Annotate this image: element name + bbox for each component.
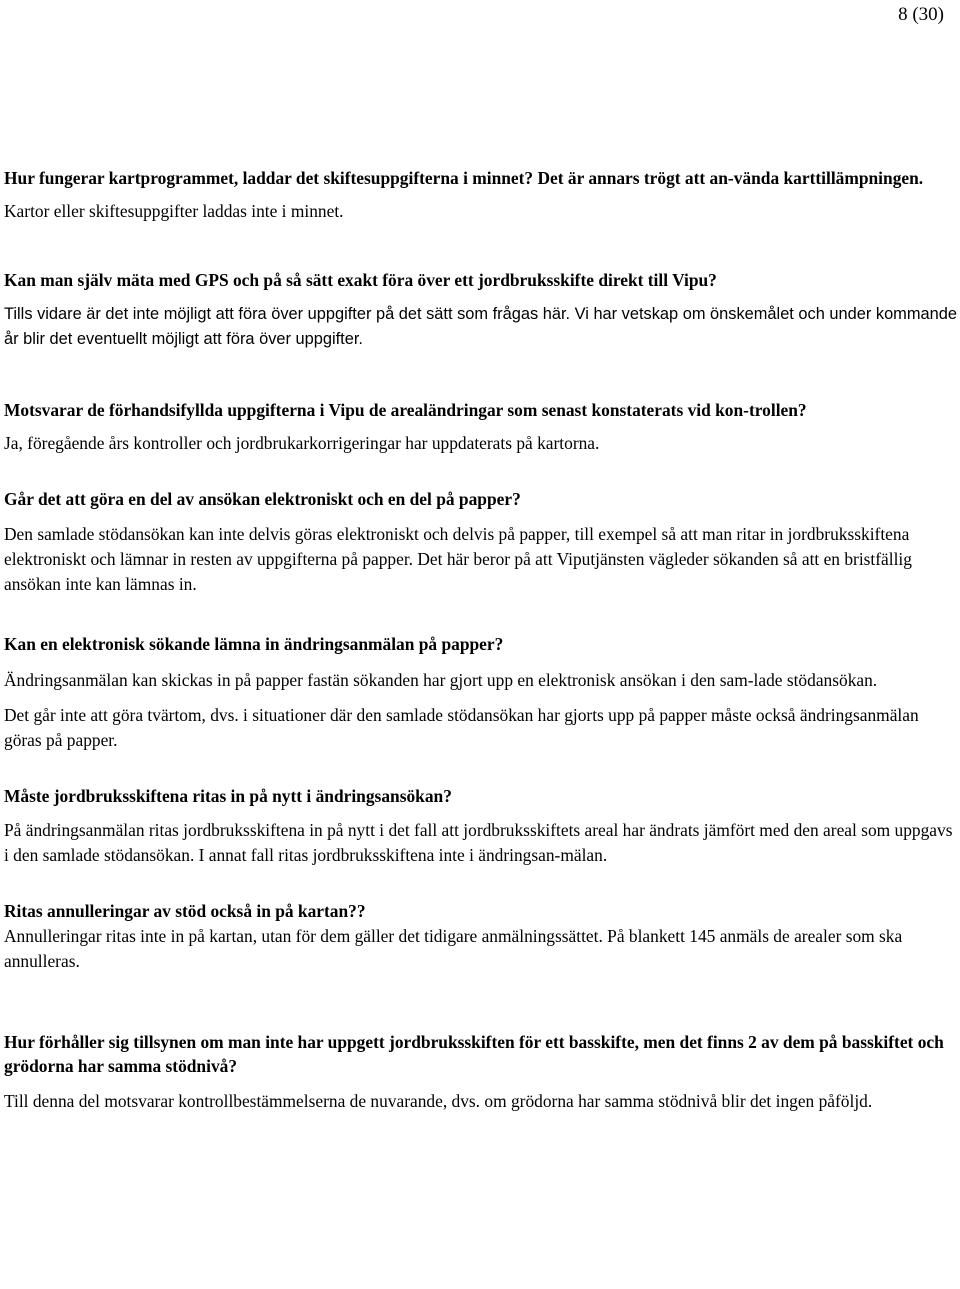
faq-item [4,632,959,753]
faq-answer: Den samlade stödansökan kan inte delvis göras elektroniskt och delvis på papper, till exempel så att man ritar in jordbruksskiftena elektroniskt och lämnar in resten av uppgifterna på papper. Det här beror på att Viputjänsten vägleder sökanden så att en bristfällig ansökan inte kan lämnas in. [4,524,912,594]
faq-answer: Det går inte att göra tvärtom, dvs. i situationer där den samlade stödansökan har gjorts upp på papper måste också ändringsanmälan göras på papper. [4,704,919,750]
faq-answer: Ändringsanmälan kan skickas in på papper fastän sökanden har gjort upp en elektronisk ansökan i den sam-lade stödansökan. [4,669,878,690]
faq-question: Ritas annulleringar av stöd också in på kartan?? [4,901,366,921]
faq-item [4,268,959,353]
faq-answer: Ja, föregående års kontroller och jordbrukarkorrigeringar har uppdaterats på kartorna. [4,432,600,453]
faq-question: Måste jordbruksskiftena ritas in på nytt i ändringsansökan? [4,785,452,806]
faq-question: Hur förhåller sig tillsynen om man inte har uppgett jordbruksskiften för ett basskifte, men det finns 2 av dem på basskiftet och grödorna har samma stödnivå? [4,1031,944,1076]
faq-answer: Annulleringar ritas inte in på kartan, utan för dem gäller det tidigare anmälningssättet. På blankett 145 anmäls de arealer som ska annulleras. [4,925,903,971]
faq-item [4,166,959,224]
faq-answer: Kartor eller skiftesuppgifter laddas inte i minnet. [4,200,344,221]
faq-question: Går det att göra en del av ansökan elektroniskt och en del på papper? [4,488,521,509]
faq-question: Kan man själv mäta med GPS och på så sätt exakt föra över ett jordbruksskifte direkt till Vipu? [4,269,717,290]
faq-item [4,1030,959,1114]
faq-answer: På ändringsanmälan ritas jordbruksskiftena in på nytt i det fall att jordbruksskiftets areal har ändrats jämfört med den areal som uppgavs i den samlade stödansökan. I annat fall ritas jordbruksskiftena inte i ändringsan-mälan. [4,820,953,865]
faq-item [4,899,959,974]
faq-question: Hur fungerar kartprogrammet, laddar det skiftesuppgifterna i minnet? Det är annars trögt att an-vända karttillämpningen. [4,168,924,188]
faq-content [4,166,959,1114]
faq-question: Motsvarar de förhandsifyllda uppgifterna i Vipu de arealändringar som senast konstaterats vid kon-trollen? [4,400,807,420]
faq-item [4,487,959,598]
faq-question: Kan en elektronisk sökande lämna in ändringsanmälan på papper? [4,634,504,654]
faq-answer: Tills vidare är det inte möjligt att föra över uppgifter på det sätt som frågas här. Vi har vetskap om önskemålet och under kommande år blir det eventuellt möjligt att föra över uppgifter. [4,305,957,348]
faq-answer: Till denna del motsvarar kontrollbestämmelserna de nuvarande, dvs. om grödorna har samma stödnivå blir det ingen påföljd. [4,1090,873,1111]
faq-item [4,398,959,456]
faq-item [4,784,959,869]
page-number: 8 (30) [898,4,944,25]
